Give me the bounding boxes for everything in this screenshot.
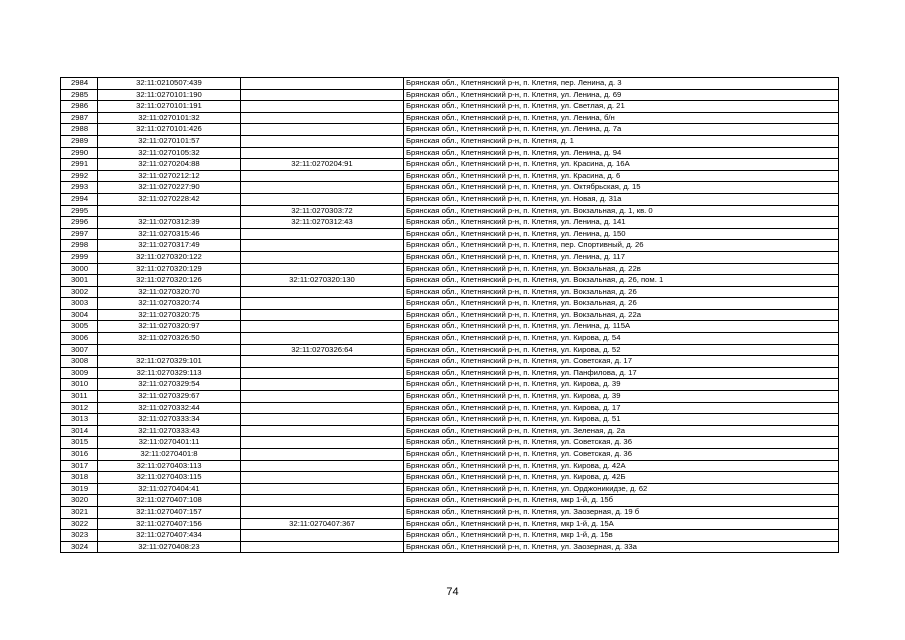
cell-related-cadastral-number (241, 193, 404, 205)
cell-row-number: 3018 (61, 472, 98, 484)
cell-related-cadastral-number (241, 391, 404, 403)
cell-row-number: 3012 (61, 402, 98, 414)
cell-address: Брянская обл., Клетнянский р-н, п. Клетня, мкр 1-й, д. 15б (404, 495, 839, 507)
cell-row-number: 3011 (61, 391, 98, 403)
table-row (61, 159, 839, 171)
cell-address: Брянская обл., Клетнянский р-н, п. Клетня, ул. Вокзальная, д. 22а (404, 309, 839, 321)
cell-row-number: 3009 (61, 367, 98, 379)
table-body (61, 78, 839, 553)
table-row (61, 472, 839, 484)
cell-address: Брянская обл., Клетнянский р-н, п. Клетня, ул. Ленина, б/н (404, 112, 839, 124)
table-row (61, 460, 839, 472)
cell-address: Брянская обл., Клетнянский р-н, п. Клетня, ул. Кирова, д. 54 (404, 333, 839, 345)
cell-row-number: 3019 (61, 483, 98, 495)
cell-related-cadastral-number (241, 449, 404, 461)
cell-cadastral-number: 32:11:0270317:49 (98, 240, 241, 252)
cell-related-cadastral-number (241, 495, 404, 507)
table-row (61, 240, 839, 252)
cell-cadastral-number: 32:11:0270407:156 (98, 518, 241, 530)
table-row (61, 135, 839, 147)
cell-row-number: 3013 (61, 414, 98, 426)
cell-address: Брянская обл., Клетнянский р-н, п. Клетня, ул. Кирова, д. 42А (404, 460, 839, 472)
cell-cadastral-number (98, 205, 241, 217)
cell-related-cadastral-number (241, 112, 404, 124)
cell-row-number: 3016 (61, 449, 98, 461)
cell-row-number: 2991 (61, 159, 98, 171)
cell-cadastral-number: 32:11:0270403:115 (98, 472, 241, 484)
table-row (61, 530, 839, 542)
cell-related-cadastral-number (241, 240, 404, 252)
cell-row-number: 2984 (61, 78, 98, 90)
cell-cadastral-number: 32:11:0270407:108 (98, 495, 241, 507)
table-row (61, 367, 839, 379)
cell-cadastral-number: 32:11:0270332:44 (98, 402, 241, 414)
cell-row-number: 2986 (61, 101, 98, 113)
page-number: 74 (446, 586, 459, 598)
cell-cadastral-number: 32:11:0270401:8 (98, 449, 241, 461)
cell-row-number: 2989 (61, 135, 98, 147)
cell-cadastral-number: 32:11:0270320:70 (98, 286, 241, 298)
cell-cadastral-number: 32:11:0270329:67 (98, 391, 241, 403)
cell-related-cadastral-number (241, 135, 404, 147)
table-row (61, 89, 839, 101)
cell-related-cadastral-number (241, 402, 404, 414)
cell-row-number: 3014 (61, 425, 98, 437)
cell-related-cadastral-number (241, 414, 404, 426)
cell-cadastral-number: 32:11:0270408:23 (98, 541, 241, 553)
cell-address: Брянская обл., Клетнянский р-н, п. Клетня, ул. Вокзальная, д. 26, пом. 1 (404, 275, 839, 287)
table-row (61, 170, 839, 182)
cell-address: Брянская обл., Клетнянский р-н, п. Клетня, ул. Ленина, д. 7а (404, 124, 839, 136)
table-row (61, 402, 839, 414)
table-row (61, 251, 839, 263)
table-row (61, 449, 839, 461)
cell-row-number: 3002 (61, 286, 98, 298)
table-row (61, 124, 839, 136)
cell-related-cadastral-number (241, 101, 404, 113)
cell-related-cadastral-number (241, 182, 404, 194)
cell-related-cadastral-number (241, 356, 404, 368)
cell-address: Брянская обл., Клетнянский р-н, п. Клетня, ул. Новая, д. 31а (404, 193, 839, 205)
cell-cadastral-number: 32:11:0270333:43 (98, 425, 241, 437)
cell-row-number: 3020 (61, 495, 98, 507)
cell-address: Брянская обл., Клетнянский р-н, п. Клетня, ул. Ленина, д. 141 (404, 217, 839, 229)
cell-address: Брянская обл., Клетнянский р-н, п. Клетня, ул. Кирова, д. 42Б (404, 472, 839, 484)
cell-related-cadastral-number: 32:11:0270303:72 (241, 205, 404, 217)
cell-related-cadastral-number (241, 228, 404, 240)
cell-cadastral-number: 32:11:0270101:426 (98, 124, 241, 136)
cell-cadastral-number: 32:11:0270228:42 (98, 193, 241, 205)
table-row (61, 344, 839, 356)
cell-cadastral-number: 32:11:0270315:46 (98, 228, 241, 240)
cell-cadastral-number: 32:11:0270101:191 (98, 101, 241, 113)
table-row (61, 217, 839, 229)
cell-address: Брянская обл., Клетнянский р-н, п. Клетня, ул. Вокзальная, д. 26 (404, 298, 839, 310)
cell-address: Брянская обл., Клетнянский р-н, п. Клетня, ул. Ленина, д. 115А (404, 321, 839, 333)
cell-row-number: 2990 (61, 147, 98, 159)
cell-row-number: 3007 (61, 344, 98, 356)
cell-cadastral-number: 32:11:0270326:50 (98, 333, 241, 345)
cell-related-cadastral-number: 32:11:0270312:43 (241, 217, 404, 229)
table-row (61, 333, 839, 345)
cell-cadastral-number: 32:11:0270329:101 (98, 356, 241, 368)
table-row (61, 101, 839, 113)
cell-related-cadastral-number (241, 124, 404, 136)
cell-cadastral-number: 32:11:0270407:434 (98, 530, 241, 542)
cell-row-number: 3024 (61, 541, 98, 553)
table-row (61, 437, 839, 449)
cell-address: Брянская обл., Клетнянский р-н, п. Клетня, ул. Красина, д. 16А (404, 159, 839, 171)
table-row (61, 286, 839, 298)
cell-cadastral-number: 32:11:0270329:54 (98, 379, 241, 391)
cell-cadastral-number: 32:11:0270101:190 (98, 89, 241, 101)
table-row (61, 506, 839, 518)
cell-cadastral-number: 32:11:0270320:97 (98, 321, 241, 333)
table-row (61, 379, 839, 391)
cell-related-cadastral-number (241, 530, 404, 542)
cell-related-cadastral-number (241, 425, 404, 437)
cell-row-number: 3001 (61, 275, 98, 287)
table-row (61, 425, 839, 437)
cell-address: Брянская обл., Клетнянский р-н, п. Клетня, ул. Советская, д. 36 (404, 449, 839, 461)
cell-cadastral-number: 32:11:0270101:57 (98, 135, 241, 147)
cell-cadastral-number: 32:11:0270404:41 (98, 483, 241, 495)
table-row (61, 298, 839, 310)
cell-related-cadastral-number: 32:11:0270320:130 (241, 275, 404, 287)
cell-address: Брянская обл., Клетнянский р-н, п. Клетня, ул. Зеленая, д. 2а (404, 425, 839, 437)
table-row (61, 309, 839, 321)
cell-address: Брянская обл., Клетнянский р-н, п. Клетня, ул. Вокзальная, д. 22в (404, 263, 839, 275)
cell-cadastral-number: 32:11:0270101:32 (98, 112, 241, 124)
cell-cadastral-number: 32:11:0270204:88 (98, 159, 241, 171)
cell-related-cadastral-number (241, 263, 404, 275)
cell-address: Брянская обл., Клетнянский р-н, п. Клетня, мкр 1-й, д. 15А (404, 518, 839, 530)
cell-cadastral-number: 32:11:0270320:129 (98, 263, 241, 275)
cell-cadastral-number: 32:11:0270320:122 (98, 251, 241, 263)
cell-row-number: 3015 (61, 437, 98, 449)
cell-related-cadastral-number (241, 170, 404, 182)
cell-cadastral-number: 32:11:0210507:439 (98, 78, 241, 90)
cell-related-cadastral-number (241, 321, 404, 333)
cell-row-number: 2994 (61, 193, 98, 205)
cell-related-cadastral-number (241, 483, 404, 495)
table-row (61, 483, 839, 495)
cell-row-number: 3010 (61, 379, 98, 391)
cell-address: Брянская обл., Клетнянский р-н, п. Клетня, мкр 1-й, д. 15в (404, 530, 839, 542)
cell-row-number: 3008 (61, 356, 98, 368)
cell-address: Брянская обл., Клетнянский р-н, п. Клетня, пер. Ленина, д. 3 (404, 78, 839, 90)
cell-address: Брянская обл., Клетнянский р-н, п. Клетня, ул. Светлая, д. 21 (404, 101, 839, 113)
cell-related-cadastral-number (241, 286, 404, 298)
cell-related-cadastral-number (241, 472, 404, 484)
cell-address: Брянская обл., Клетнянский р-н, п. Клетня, ул. Октябрьская, д. 15 (404, 182, 839, 194)
table-row (61, 518, 839, 530)
table-row (61, 112, 839, 124)
cell-row-number: 2985 (61, 89, 98, 101)
cell-cadastral-number: 32:11:0270401:11 (98, 437, 241, 449)
cell-address: Брянская обл., Клетнянский р-н, п. Клетня, ул. Вокзальная, д. 26 (404, 286, 839, 298)
cell-row-number: 2997 (61, 228, 98, 240)
cell-related-cadastral-number (241, 333, 404, 345)
table-row (61, 78, 839, 90)
cell-address: Брянская обл., Клетнянский р-н, п. Клетня, ул. Заозерная, д. 33а (404, 541, 839, 553)
cell-row-number: 3004 (61, 309, 98, 321)
table-row (61, 414, 839, 426)
cell-row-number: 2992 (61, 170, 98, 182)
cell-address: Брянская обл., Клетнянский р-н, п. Клетня, ул. Кирова, д. 39 (404, 379, 839, 391)
table-row (61, 495, 839, 507)
cell-related-cadastral-number: 32:11:0270204:91 (241, 159, 404, 171)
cell-related-cadastral-number: 32:11:0270407:367 (241, 518, 404, 530)
table-row (61, 193, 839, 205)
cell-address: Брянская обл., Клетнянский р-н, п. Клетня, ул. Кирова, д. 52 (404, 344, 839, 356)
cell-row-number: 2999 (61, 251, 98, 263)
cell-address: Брянская обл., Клетнянский р-н, п. Клетня, ул. Орджоникидзе, д. 62 (404, 483, 839, 495)
table-row (61, 356, 839, 368)
table-row (61, 321, 839, 333)
cell-cadastral-number (98, 344, 241, 356)
cell-cadastral-number: 32:11:0270407:157 (98, 506, 241, 518)
cell-related-cadastral-number (241, 309, 404, 321)
cell-cadastral-number: 32:11:0270312:39 (98, 217, 241, 229)
cell-related-cadastral-number: 32:11:0270326:64 (241, 344, 404, 356)
cell-address: Брянская обл., Клетнянский р-н, п. Клетня, ул. Кирова, д. 17 (404, 402, 839, 414)
cell-row-number: 2993 (61, 182, 98, 194)
cell-related-cadastral-number (241, 89, 404, 101)
cell-address: Брянская обл., Клетнянский р-н, п. Клетня, ул. Заозерная, д. 19 б (404, 506, 839, 518)
cell-cadastral-number: 32:11:0270320:74 (98, 298, 241, 310)
cell-related-cadastral-number (241, 379, 404, 391)
cell-cadastral-number: 32:11:0270320:126 (98, 275, 241, 287)
cell-address: Брянская обл., Клетнянский р-н, п. Клетня, ул. Советская, д. 17 (404, 356, 839, 368)
cell-cadastral-number: 32:11:0270105:32 (98, 147, 241, 159)
cell-related-cadastral-number (241, 437, 404, 449)
table-row (61, 147, 839, 159)
property-table (60, 77, 839, 553)
cell-related-cadastral-number (241, 147, 404, 159)
cell-address: Брянская обл., Клетнянский р-н, п. Клетня, ул. Панфилова, д. 17 (404, 367, 839, 379)
cell-related-cadastral-number (241, 506, 404, 518)
cell-address: Брянская обл., Клетнянский р-н, п. Клетня, ул. Советская, д. 36 (404, 437, 839, 449)
cell-related-cadastral-number (241, 251, 404, 263)
cell-row-number: 3021 (61, 506, 98, 518)
cell-row-number: 2996 (61, 217, 98, 229)
cell-related-cadastral-number (241, 298, 404, 310)
cell-address: Брянская обл., Клетнянский р-н, п. Клетня, пер. Спортивный, д. 26 (404, 240, 839, 252)
table-row (61, 275, 839, 287)
cell-row-number: 3005 (61, 321, 98, 333)
cell-related-cadastral-number (241, 78, 404, 90)
cell-address: Брянская обл., Клетнянский р-н, п. Клетня, ул. Кирова, д. 39 (404, 391, 839, 403)
cell-cadastral-number: 32:11:0270212:12 (98, 170, 241, 182)
table-row (61, 541, 839, 553)
cell-row-number: 2987 (61, 112, 98, 124)
cell-row-number: 3000 (61, 263, 98, 275)
cell-cadastral-number: 32:11:0270333:34 (98, 414, 241, 426)
cell-address: Брянская обл., Клетнянский р-н, п. Клетня, ул. Ленина, д. 117 (404, 251, 839, 263)
table-row (61, 228, 839, 240)
cell-address: Брянская обл., Клетнянский р-н, п. Клетня, д. 1 (404, 135, 839, 147)
cell-cadastral-number: 32:11:0270329:113 (98, 367, 241, 379)
cell-row-number: 2998 (61, 240, 98, 252)
cell-cadastral-number: 32:11:0270320:75 (98, 309, 241, 321)
cell-row-number: 3022 (61, 518, 98, 530)
cell-address: Брянская обл., Клетнянский р-н, п. Клетня, ул. Ленина, д. 69 (404, 89, 839, 101)
table-row (61, 205, 839, 217)
cell-address: Брянская обл., Клетнянский р-н, п. Клетня, ул. Ленина, д. 94 (404, 147, 839, 159)
cell-address: Брянская обл., Клетнянский р-н, п. Клетня, ул. Ленина, д. 150 (404, 228, 839, 240)
table-row (61, 182, 839, 194)
cell-related-cadastral-number (241, 367, 404, 379)
cell-row-number: 2995 (61, 205, 98, 217)
cell-row-number: 2988 (61, 124, 98, 136)
cell-address: Брянская обл., Клетнянский р-н, п. Клетня, ул. Кирова, д. 51 (404, 414, 839, 426)
cell-related-cadastral-number (241, 541, 404, 553)
cell-row-number: 3023 (61, 530, 98, 542)
cell-row-number: 3006 (61, 333, 98, 345)
cell-cadastral-number: 32:11:0270403:113 (98, 460, 241, 472)
table-row (61, 391, 839, 403)
cell-address: Брянская обл., Клетнянский р-н, п. Клетня, ул. Вокзальная, д. 1, кв. 0 (404, 205, 839, 217)
cell-cadastral-number: 32:11:0270227:90 (98, 182, 241, 194)
table-row (61, 263, 839, 275)
cell-address: Брянская обл., Клетнянский р-н, п. Клетня, ул. Красина, д. 6 (404, 170, 839, 182)
cell-related-cadastral-number (241, 460, 404, 472)
cell-row-number: 3017 (61, 460, 98, 472)
cell-row-number: 3003 (61, 298, 98, 310)
